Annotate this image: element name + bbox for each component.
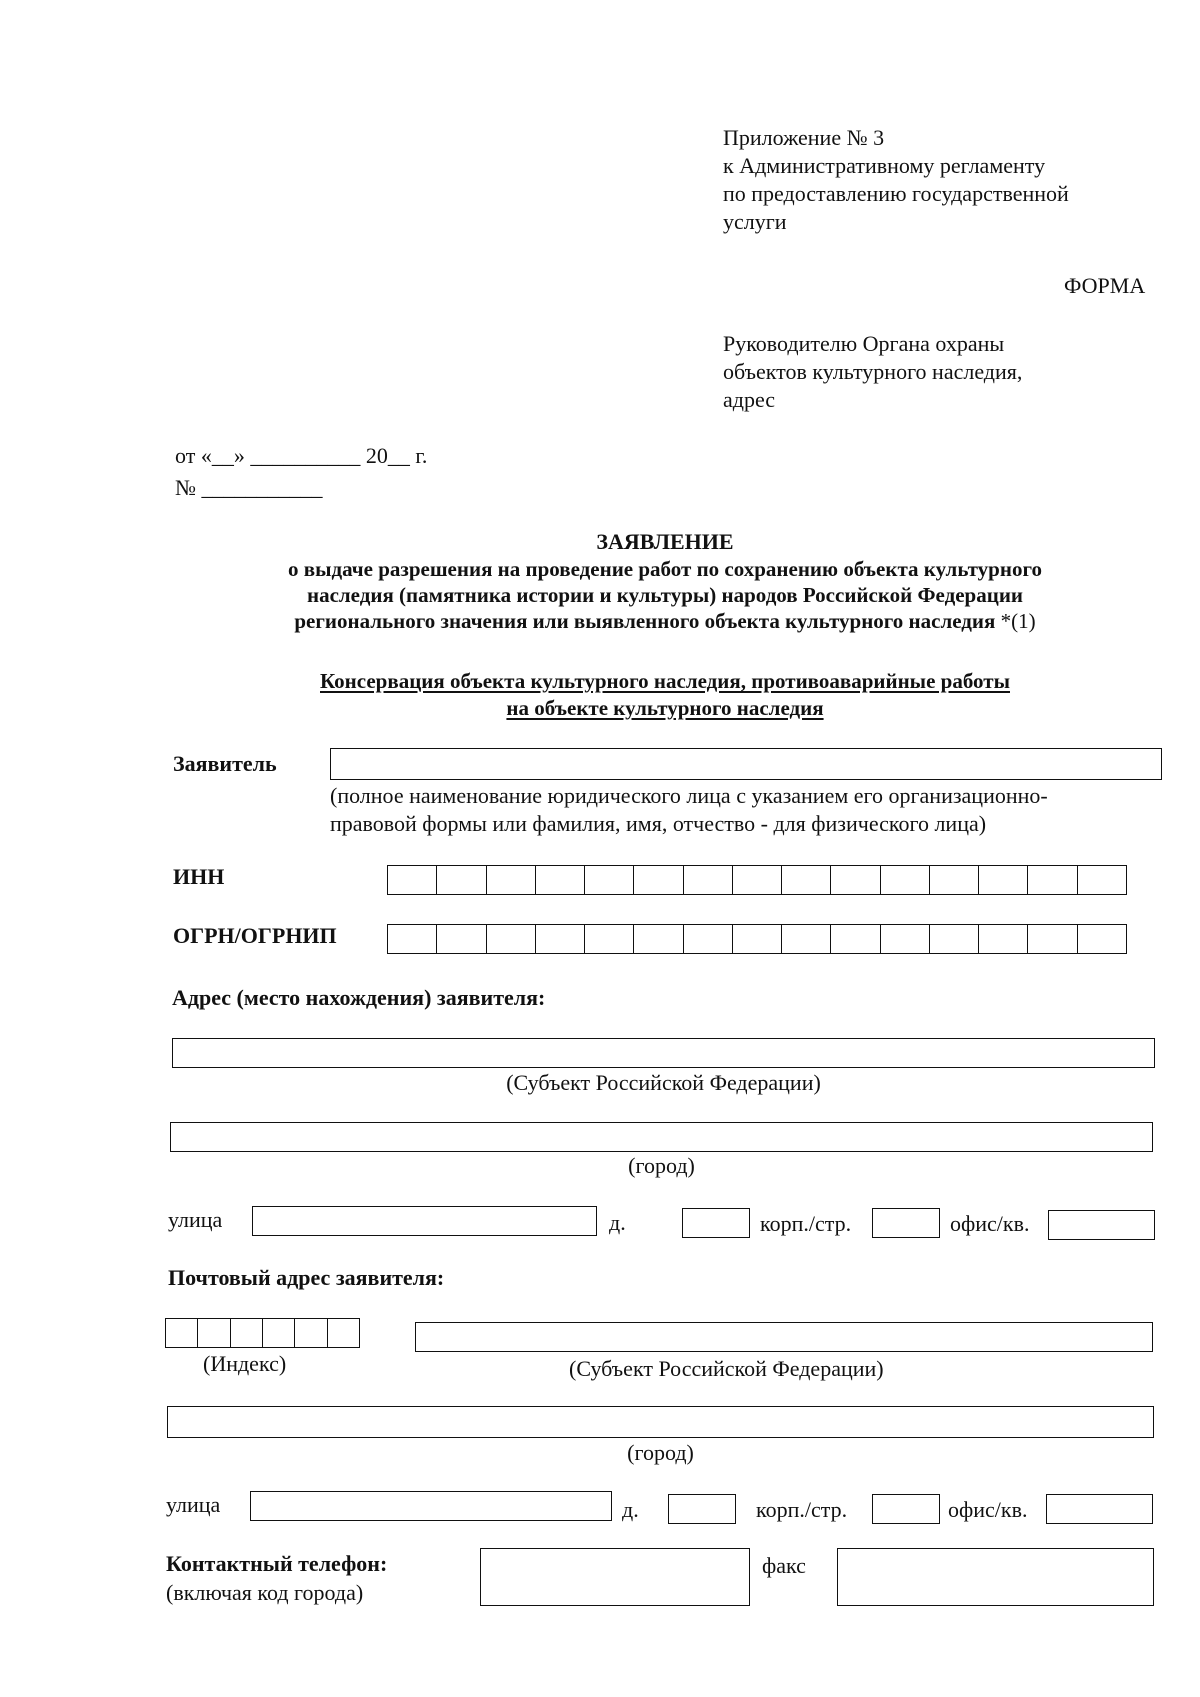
postal-office-label: офис/кв. (948, 1497, 1028, 1522)
title-line-2: наследия (памятника истории и культуры) народов Российской Федерации (306, 583, 1024, 607)
appendix-block (723, 124, 1069, 236)
location-building-input[interactable] (872, 1208, 940, 1238)
location-city-input[interactable] (170, 1122, 1153, 1152)
ogrn-cell[interactable] (584, 925, 633, 953)
location-office-label: офис/кв. (950, 1211, 1030, 1236)
ogrn-cell[interactable] (978, 925, 1027, 953)
applicant-hint-line-1: (полное наименование юридического лица с указанием его организационно- (330, 783, 1048, 808)
ogrn-cell[interactable] (683, 925, 732, 953)
postal-building-input[interactable] (872, 1494, 940, 1524)
ogrn-input[interactable] (387, 924, 1127, 954)
postal-index-cell[interactable] (197, 1319, 229, 1347)
location-building-label: корп./стр. (760, 1211, 852, 1236)
subtitle-line-1: Консервация объекта культурного наследия, противоаварийные работы (320, 669, 1010, 693)
inn-cell[interactable] (880, 866, 929, 894)
ogrn-cell[interactable] (830, 925, 879, 953)
ogrn-cell[interactable] (436, 925, 485, 953)
inn-cell[interactable] (781, 866, 830, 894)
fax-label: факс (762, 1553, 806, 1578)
postal-index-caption: (Индекс) (203, 1351, 287, 1376)
location-office-input[interactable] (1048, 1210, 1155, 1240)
postal-street-label: улица (166, 1492, 221, 1517)
form-label: ФОРМА (1064, 273, 1146, 298)
ogrn-cell[interactable] (535, 925, 584, 953)
postal-index-cell[interactable] (294, 1319, 326, 1347)
location-street-label: улица (168, 1207, 223, 1232)
postal-office-input[interactable] (1046, 1494, 1153, 1524)
ogrn-cell[interactable] (1027, 925, 1076, 953)
ogrn-cell[interactable] (732, 925, 781, 953)
subtitle-block (180, 668, 1150, 722)
inn-cell[interactable] (683, 866, 732, 894)
location-house-label: д. (609, 1210, 626, 1235)
location-address-heading: Адрес (место нахождения) заявителя: (172, 985, 546, 1010)
phone-label: Контактный телефон: (166, 1551, 388, 1576)
addressee-line-3: адрес (723, 387, 776, 412)
postal-address-heading: Почтовый адрес заявителя: (168, 1265, 445, 1290)
ogrn-cell[interactable] (781, 925, 830, 953)
location-house-input[interactable] (682, 1208, 750, 1238)
postal-subject-input[interactable] (415, 1322, 1153, 1352)
postal-index-cell[interactable] (166, 1319, 197, 1347)
ogrn-cell[interactable] (388, 925, 436, 953)
location-subject-input[interactable] (172, 1038, 1155, 1068)
postal-subject-caption: (Субъект Российской Федерации) (569, 1356, 884, 1381)
inn-label: ИНН (173, 864, 225, 889)
number-line[interactable]: № ___________ (175, 475, 323, 500)
footnote-mark: *(1) (995, 609, 1036, 633)
applicant-label: Заявитель (173, 751, 277, 776)
location-subject-caption: (Субъект Российской Федерации) (506, 1070, 821, 1095)
postal-city-input[interactable] (167, 1406, 1154, 1438)
applicant-input[interactable] (330, 748, 1162, 780)
title-line-3: регионального значения или выявленного объекта культурного наследия (294, 609, 996, 633)
ogrn-cell[interactable] (880, 925, 929, 953)
ogrn-cell[interactable] (929, 925, 978, 953)
appendix-line-2: к Административному регламенту (723, 153, 1046, 178)
ogrn-cell[interactable] (633, 925, 682, 953)
subtitle-line-2: на объекте культурного наследия (506, 696, 824, 720)
postal-index-input[interactable] (165, 1318, 360, 1348)
inn-cell[interactable] (978, 866, 1027, 894)
date-line[interactable]: от «__» __________ 20__ г. (175, 443, 428, 468)
inn-cell[interactable] (584, 866, 633, 894)
appendix-line-3: по предоставлению государственной (723, 181, 1069, 206)
appendix-line-1: Приложение № 3 (723, 125, 885, 150)
addressee-block (723, 330, 1022, 414)
location-street-input[interactable] (252, 1206, 597, 1236)
postal-house-label: д. (622, 1497, 639, 1522)
applicant-hint-line-2: правовой формы или фамилия, имя, отчество - для физического лица) (330, 811, 987, 836)
postal-index-cell[interactable] (327, 1319, 359, 1347)
inn-cell[interactable] (1027, 866, 1076, 894)
inn-cell[interactable] (633, 866, 682, 894)
ogrn-cell[interactable] (486, 925, 535, 953)
postal-city-caption: (город) (627, 1440, 694, 1465)
appendix-line-4: услуги (723, 209, 787, 234)
inn-cell[interactable] (1077, 866, 1126, 894)
postal-index-cell[interactable] (262, 1319, 294, 1347)
inn-input[interactable] (387, 865, 1127, 895)
phone-hint: (включая код города) (166, 1580, 364, 1605)
inn-cell[interactable] (388, 866, 436, 894)
location-city-caption: (город) (628, 1153, 695, 1178)
inn-cell[interactable] (929, 866, 978, 894)
postal-building-label: корп./стр. (756, 1497, 848, 1522)
postal-index-cell[interactable] (230, 1319, 262, 1347)
ogrn-label: ОГРН/ОГРНИП (173, 923, 337, 948)
fax-input[interactable] (837, 1548, 1154, 1606)
postal-house-input[interactable] (668, 1494, 736, 1524)
inn-cell[interactable] (486, 866, 535, 894)
title-line-1: о выдаче разрешения на проведение работ по сохранению объекта культурного (288, 557, 1042, 581)
title-heading: ЗАЯВЛЕНИЕ (596, 529, 734, 554)
inn-cell[interactable] (732, 866, 781, 894)
applicant-hint (330, 782, 1048, 838)
addressee-line-2: объектов культурного наследия, (723, 359, 1023, 384)
ogrn-cell[interactable] (1077, 925, 1126, 953)
inn-cell[interactable] (830, 866, 879, 894)
postal-street-input[interactable] (250, 1491, 612, 1521)
inn-cell[interactable] (535, 866, 584, 894)
title-block (180, 528, 1150, 634)
phone-input[interactable] (480, 1548, 750, 1606)
inn-cell[interactable] (436, 866, 485, 894)
addressee-line-1: Руководителю Органа охраны (723, 331, 1005, 356)
